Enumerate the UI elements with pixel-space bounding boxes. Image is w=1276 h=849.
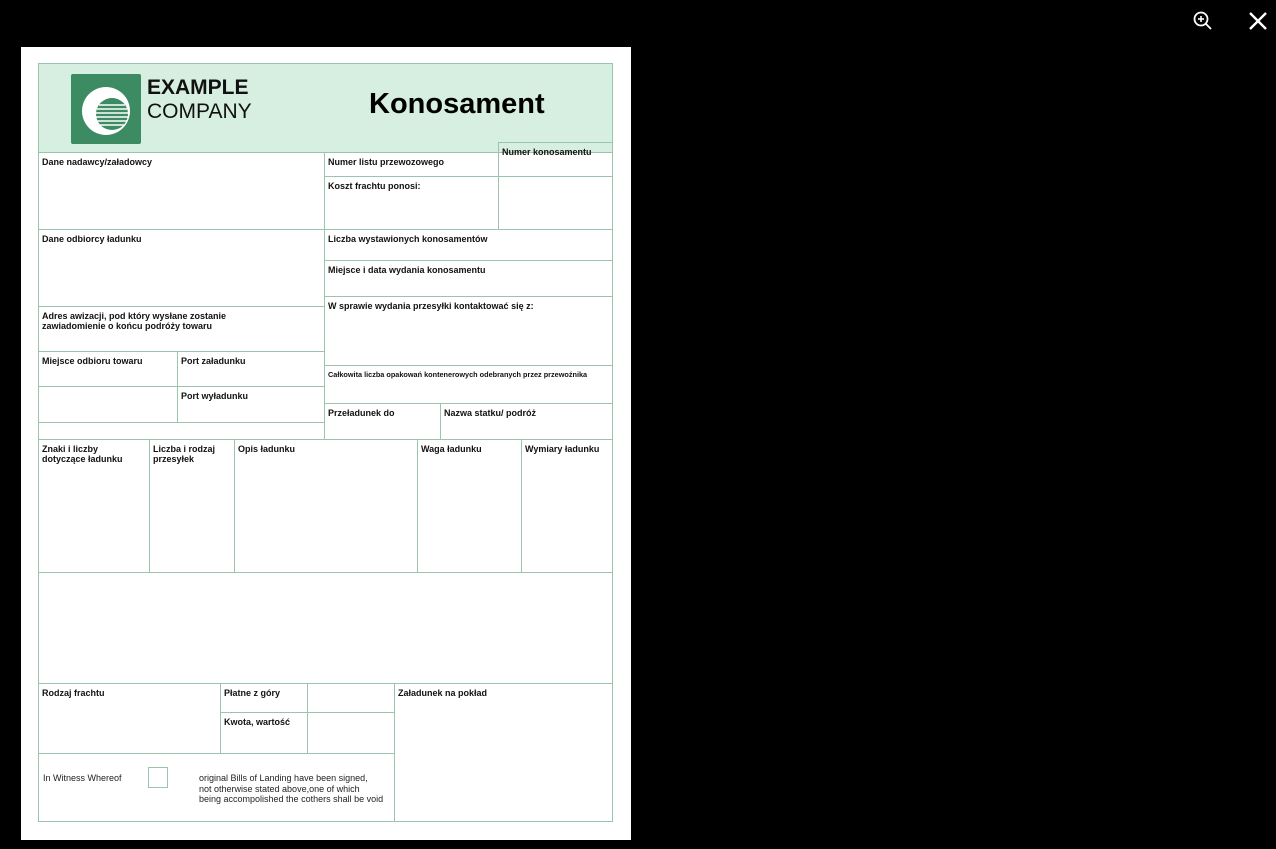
cargo-col-description[interactable] [234,439,418,573]
spacer-row [38,422,325,440]
contact-label: W sprawie wydania przesyłki kontaktować się z: [328,301,534,311]
bol-place-date-field[interactable] [324,260,613,297]
loading-port-field[interactable] [177,351,325,387]
amount-value[interactable] [307,712,395,754]
bol-number-field[interactable] [498,142,613,177]
notify-address-label: Adres awizacji, pod który wysłane zostanie zawiadomienie o końcu podróży towaru [42,311,227,331]
amount-field[interactable] [220,712,308,754]
consignee-field[interactable] [38,229,325,307]
document-title: Konosament [369,88,545,120]
discharge-port-field[interactable] [177,386,325,423]
bol-number-label: Numer konosamentu [502,147,592,157]
amount-label: Kwota, wartość [224,717,291,727]
cargo-col-marks[interactable] [38,439,150,573]
loading-port-label: Port załadunku [181,356,246,366]
cargo-col-weight[interactable] [417,439,522,573]
freight-cost-label: Koszt frachtu ponosi: [328,181,421,191]
zoom-in-button[interactable] [1190,8,1216,34]
waybill-number-label: Numer listu przewozowego [328,157,445,167]
company-name-line2: COMPANY [147,100,252,123]
contact-field[interactable] [324,296,613,366]
bill-of-lading-form [38,63,613,822]
empty-field-left[interactable] [38,386,178,423]
bol-place-date-label: Miejsce i data wydania konosamentu [328,265,486,275]
container-count-field[interactable] [324,365,613,404]
form-header [38,63,613,153]
company-name [147,76,252,124]
close-icon [1245,8,1271,34]
company-logo [71,74,141,144]
bol-count-label: Liczba wystawionych konosamentów [328,234,488,244]
cargo-header-description: Opis ładunku [238,444,296,454]
prepaid-value[interactable] [307,683,395,713]
freight-type-field[interactable] [38,683,221,754]
container-count-label: Całkowita liczba opakowań kontenerowych odebranych przez przewoźnika [328,370,588,379]
logo-globe-icon [71,74,141,144]
cargo-col-packages[interactable] [149,439,235,573]
waybill-number-field[interactable] [324,152,499,177]
witness-line-2: not otherwise stated above,one of which [199,783,360,794]
document-page [21,47,631,840]
bol-count-field[interactable] [324,229,613,261]
witness-line-3: being accompolished the cothers shall be void [199,794,384,804]
prepaid-label: Płatne z góry [224,688,281,698]
pickup-place-field[interactable] [38,351,178,387]
vessel-voyage-label: Nazwa statku/ podróż [444,408,537,418]
transshipment-label: Przeładunek do [328,408,395,418]
on-board-label: Załadunek na pokład [398,688,488,698]
transshipment-field[interactable] [324,403,441,440]
cargo-header-weight: Waga ładunku [421,444,482,454]
prepaid-field[interactable] [220,683,308,713]
cargo-col-dimensions[interactable] [521,439,613,573]
freight-cost-field[interactable] [324,176,499,230]
vessel-voyage-field[interactable] [440,403,613,440]
zoom-in-icon [1190,8,1216,34]
discharge-port-label: Port wyładunku [181,391,249,401]
bol-number-value[interactable] [498,176,613,230]
freight-type-label: Rodzaj frachtu [42,688,105,698]
shipper-label: Dane nadawcy/załadowcy [42,157,153,167]
on-board-field[interactable] [394,683,613,822]
company-name-line1: EXAMPLE [147,76,249,99]
shipper-field[interactable] [38,152,325,230]
blank-section[interactable] [38,572,613,684]
cargo-header-marks: Znaki i liczby dotyczące ładunku [42,444,123,464]
witness-line-1: original Bills of Landing have been signed, [199,773,368,783]
cargo-header-dimensions: Wymiary ładunku [525,444,600,454]
notify-address-field[interactable] [38,306,325,352]
consignee-label: Dane odbiorcy ładunku [42,234,142,244]
close-button[interactable] [1245,8,1271,34]
witness-label: In Witness Whereof [43,773,122,783]
pickup-place-label: Miejsce odbioru towaru [42,356,143,366]
cargo-header-packages: Liczba i rodzaj przesyłek [153,444,216,464]
witness-section [38,753,395,822]
originals-count-box[interactable] [148,767,168,788]
